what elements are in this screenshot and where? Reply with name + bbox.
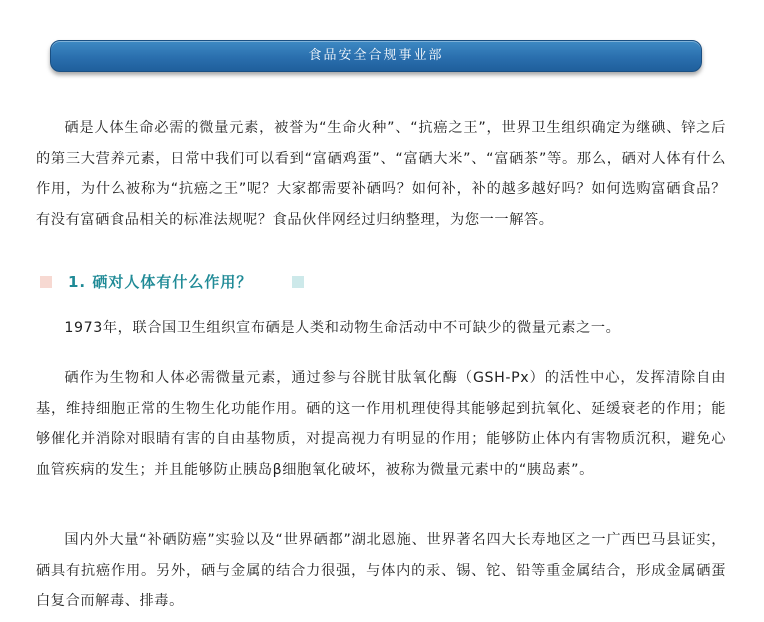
body-paragraph: 1973年，联合国卫生组织宣布硒是人类和动物生命活动中不可缺少的微量元素之一。	[64, 320, 621, 336]
page-title: 食品安全合规事业部	[308, 48, 444, 63]
heading-decoration-right	[292, 276, 304, 288]
heading-decoration-left	[40, 276, 52, 288]
header-banner	[50, 40, 702, 72]
intro-paragraph: 硒是人体生命必需的微量元素，被誉为“生命火种”、“抗癌之王”，世界卫生组织确定为继碘、锌之后的第三大营养元素，日常中我们可以看到“富硒鸡蛋”、“富硒大米”、“富硒茶”等。那么，硒对人体有什么作用，为什么被称为“抗癌之王”呢？大家都需要补硒吗？如何补，补的越多越好吗？如何选购富硒食品？有没有富硒食品相关的标准法规呢？食品伙伴网经过归纳整理，为您一一解答。	[36, 120, 726, 228]
section-heading	[40, 270, 340, 294]
section-heading-text: 1. 硒对人体有什么作用？	[68, 273, 253, 291]
body-paragraph: 国内外大量“补硒防癌”实验以及“世界硒都”湖北恩施、世界著名四大长寿地区之一广西巴马县证实，硒具有抗癌作用。另外，硒与金属的结合力很强，与体内的汞、锡、铊、铅等重金属结合，形成金属硒蛋白复合而解毒、排毒。	[36, 532, 726, 609]
body-paragraph: 硒作为生物和人体必需微量元素，通过参与谷胱甘肽氧化酶（GSH-Px）的活性中心，发挥清除自由基，维持细胞正常的生物生化功能作用。硒的这一作用机理使得其能够起到抗氧化、延缓衰老的作用；能够催化并消除对眼睛有害的自由基物质，对提高视力有明显的作用；能够防止体内有害物质沉积，避免心血管疾病的发生；并且能够防止胰岛β细胞氧化破坏，被称为微量元素中的“胰岛素”。	[36, 370, 726, 478]
